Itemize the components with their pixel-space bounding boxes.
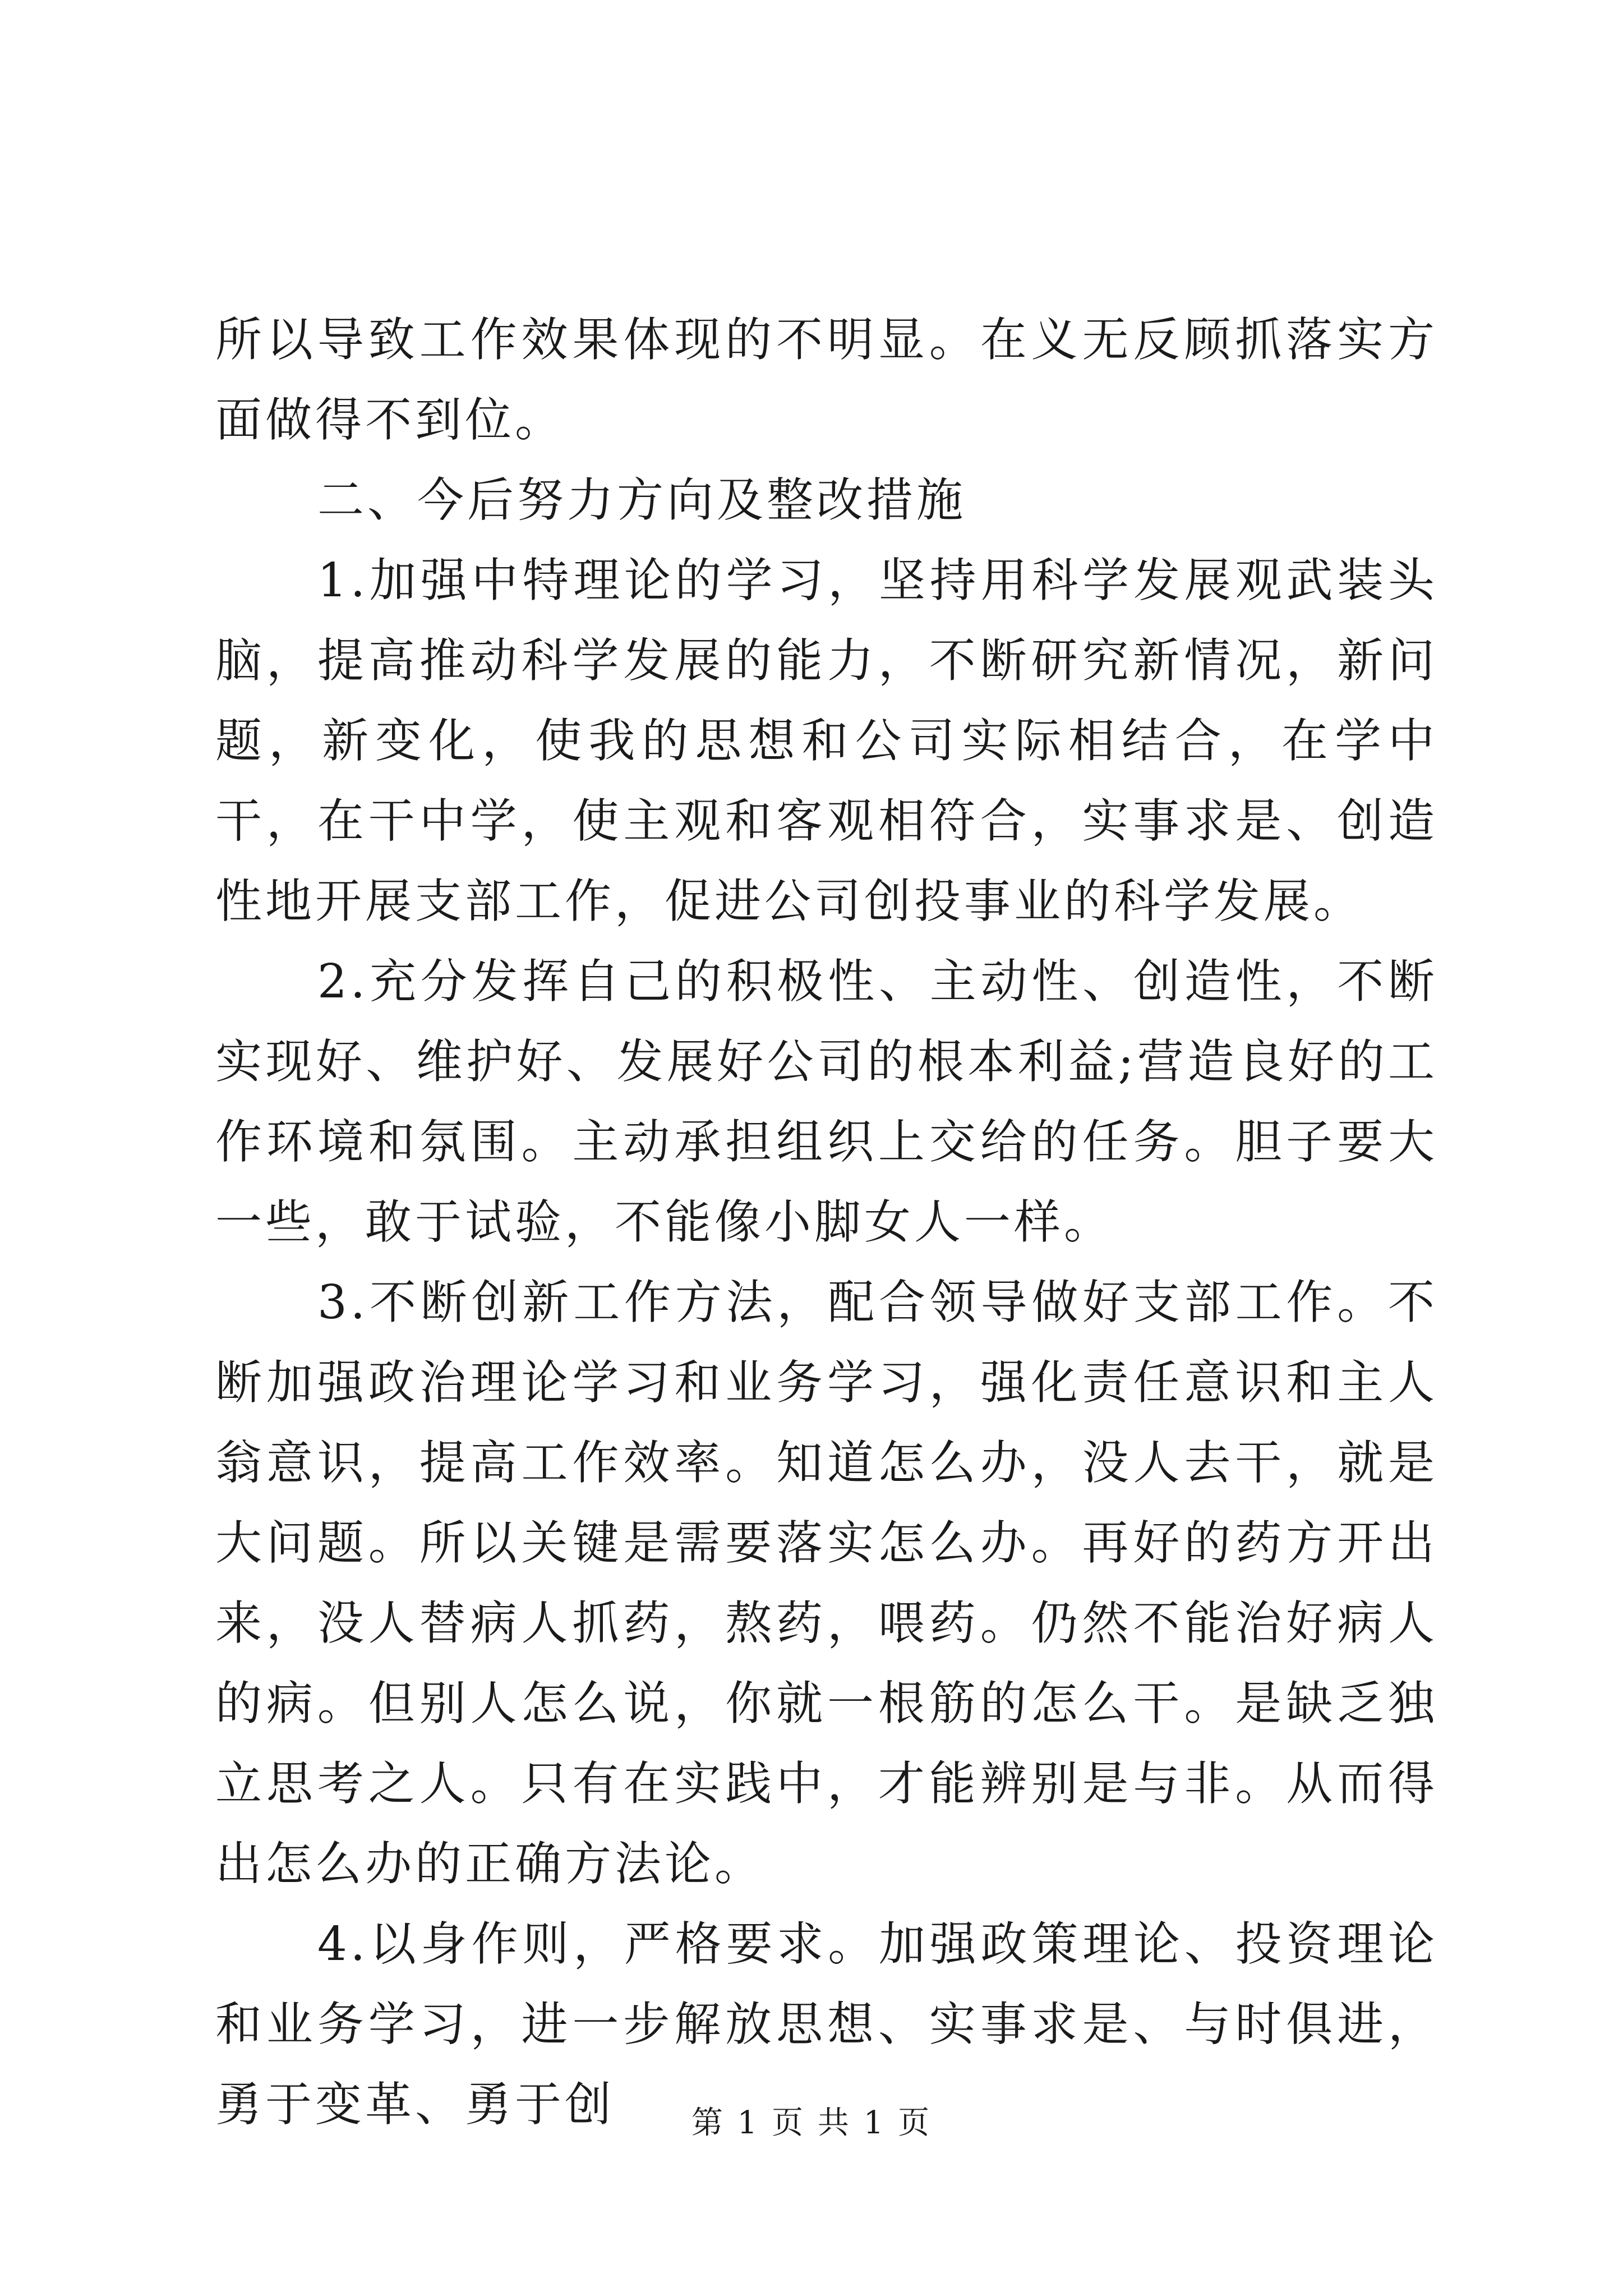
paragraph-item-4: 4.以身作则，严格要求。加强政策理论、投资理论和业务学习，进一步解放思想、实事求是、与时俱进，勇于变革、勇于创 <box>215 1917 1438 2132</box>
document-body <box>215 300 1438 2145</box>
paragraph-item-2: 2.充分发挥自己的积极性、主动性、创造性，不断实现好、维护好、发展好公司的根本利益;营造良好的工作环境和氛围。主动承担组织上交给的任务。胆子要大一些，敢于试验，不能像小脚女人一样。 <box>215 954 1438 1249</box>
paragraph-continuation: 所以导致工作效果体现的不明显。在义无反顾抓落实方面做得不到位。 <box>215 312 1438 447</box>
paragraph-item-3: 3.不断创新工作方法，配合领导做好支部工作。不断加强政治理论学习和业务学习，强化责任意识和主人翁意识，提高工作效率。知道怎么办，没人去干，就是大问题。所以关键是需要落实怎么办。再好的药方开出来，没人替病人抓药，熬药，喂药。仍然不能治好病人的病。但别人怎么说，你就一根筋的怎么干。是缺乏独立思考之人。只有在实践中，才能辨别是与非。从而得出怎么办的正确方法论。 <box>215 1275 1438 1891</box>
section-heading: 二、今后努力方向及整改措施 <box>317 473 966 527</box>
paragraph-item-1: 1.加强中特理论的学习，坚持用科学发展观武装头脑，提高推动科学发展的能力，不断研究新情况，新问题，新变化，使我的思想和公司实际相结合，在学中干，在干中学，使主观和客观相符合，实事求是、创造性地开展支部工作，促进公司创投事业的科学发展。 <box>215 553 1438 928</box>
page-footer: 第 1 页 共 1 页 <box>691 2105 932 2141</box>
